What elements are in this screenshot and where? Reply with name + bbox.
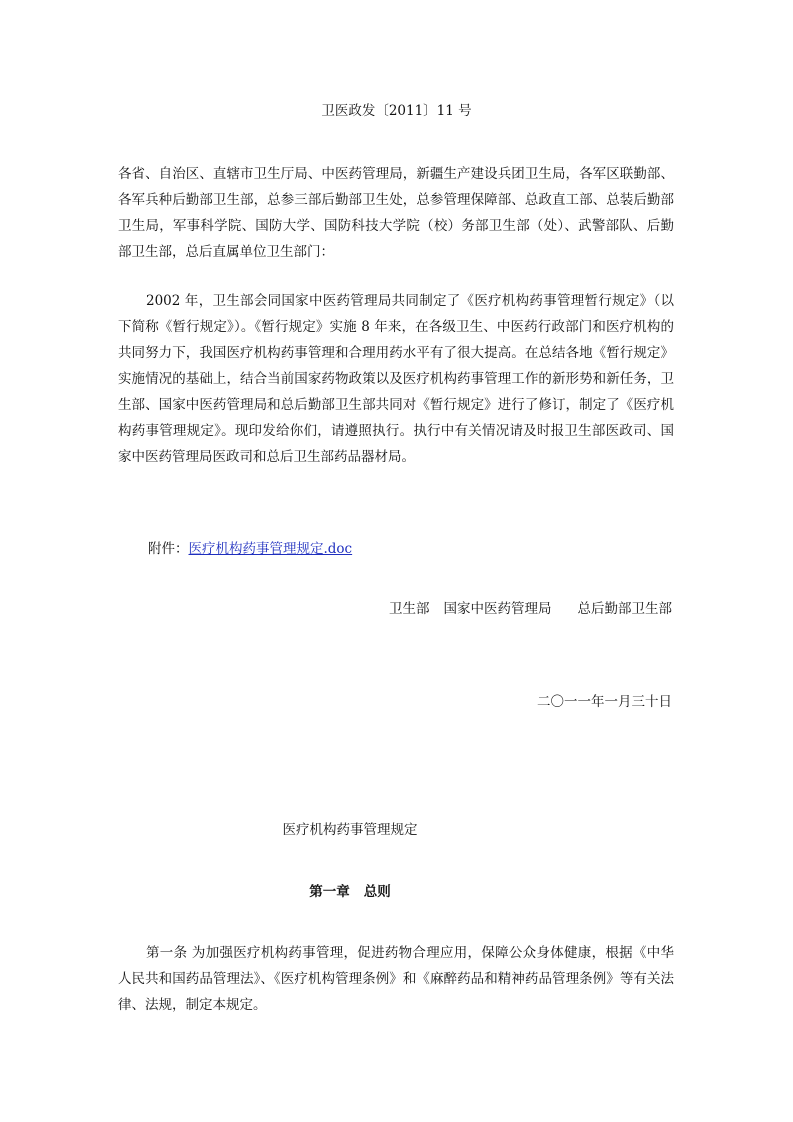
signer-logistics-health-dept: 总后勤部卫生部 — [577, 601, 672, 617]
regulation-title: 医疗机构药事管理规定 — [282, 822, 418, 838]
attachment-link[interactable]: 医疗机构药事管理规定.doc — [188, 541, 353, 557]
attachment-label: 附件： — [148, 541, 189, 557]
body-paragraph: 2002 年，卫生部会同国家中医药管理局共同制定了《医疗机构药事管理暂行规定》（以下简称《暂行规定》）。《暂行规定》实施 8 年来，在各级卫生、中医药行政部门和医疗机构的共同努力下，我国医疗机构药事管理和合理用药水平有了很大提高。在总结各地《暂行规定》实施情况的基础上，结合当前国家药物政策以及医疗机构药事管理工作的新形势和新任务，卫生部、国家中医药管理局和总后勤部卫生部共同对《暂行规定》进行了修订，制定了《医疗机构药事管理规定》。现印发给你们，请遵照执行。执行中有关情况请及时报卫生部医政司、国家中医药管理局医政司和总后卫生部药品器材局。 — [118, 293, 674, 465]
article-1-paragraph: 第一条 为加强医疗机构药事管理，促进药物合理应用，保障公众身体健康，根据《中华人民共和国药品管理法》、《医疗机构管理条例》和《麻醉药品和精神药品管理条例》等有关法律、法规，制定本规定。 — [118, 945, 674, 1013]
doc-number: 卫医政发〔2011〕11 号 — [321, 103, 472, 119]
chapter-label: 第一章 — [309, 884, 350, 900]
chapter-title: 总则 — [363, 884, 391, 900]
addressees-paragraph: 各省、自治区、直辖市卫生厅局、中医药管理局，新疆生产建设兵团卫生局，各军区联勤部、各军兵种后勤部卫生部，总参三部后勤部卫生处，总参管理保障部、总政直工部、总装后勤部卫生局，军事科学院、国防大学、国防科技大学院（校）务部卫生部（处）、武警部队、后勤部卫生部，总后直属单位卫生部门： — [118, 166, 674, 260]
signer-ministry-of-health: 卫生部 — [389, 601, 430, 617]
signer-tcm-administration: 国家中医药管理局 — [443, 601, 552, 617]
chapter-heading — [0, 882, 700, 902]
issue-date: 二〇一一年一月三十日 — [537, 694, 672, 710]
signers-line — [389, 599, 672, 619]
attachment-line — [148, 539, 352, 559]
